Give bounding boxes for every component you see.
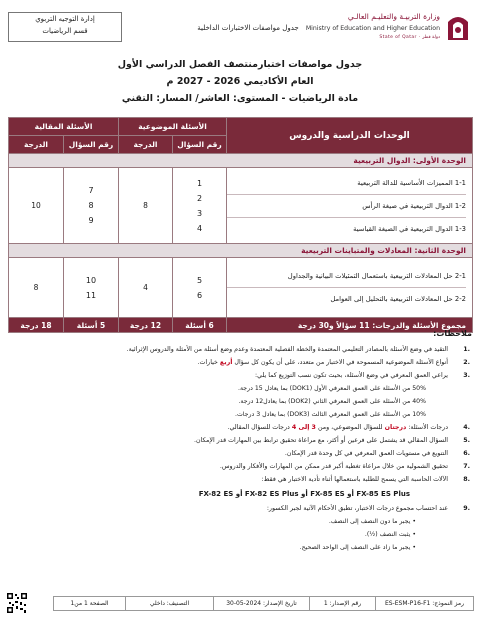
qr-code-icon <box>6 592 28 614</box>
total-label: مجموع الأسئلة والدرجات: 11 سؤالاً و30 درجة <box>227 318 473 333</box>
note-item: .3 يراعي العمق المعرفي في وضع الأسئلة، بحيث تكون نسب التوزيع كما يلي: <box>255 372 470 379</box>
section-row <box>9 244 473 258</box>
question-number: 4 <box>196 223 203 233</box>
note-item: .7 تحقيق الشمولية من خلال مراعاة تغطية أكبر قدر ممكن من المهارات والأفكار والدروس. <box>219 463 470 470</box>
title-line-3: مادة الرياضيات - المستوى: العاشر/ المسار: التقني <box>121 93 359 104</box>
essay-grade-header: الدرجة <box>9 136 64 154</box>
total-row <box>9 318 473 333</box>
table-row <box>9 258 473 318</box>
issue-date: تاريخ الإصدار: 2024-05-30 <box>214 597 310 611</box>
unit-1-objective-grade: 8 <box>119 168 173 244</box>
question-number: 10 <box>85 275 97 285</box>
note-text: يراعي العمق المعرفي في وضع الأسئلة، بحيث تكون نسب التوزيع كما يلي: <box>255 372 448 379</box>
unit-2-title: الوحدة الثانية: المعادلات والمتباينات التربيعية <box>9 244 473 258</box>
note-text: أنواع الأسئلة الموضوعية المسموحة في الاختبار من متعدد، على أن يكون كل سؤال <box>234 359 448 366</box>
notes-title: ملاحظات: <box>433 329 472 338</box>
unit-1-title: الوحدة الأولى: الدوال التربيعية <box>9 154 473 168</box>
question-number: 2 <box>196 193 203 203</box>
question-number: 1 <box>196 178 203 188</box>
section-row <box>9 154 473 168</box>
lesson-item: 1-2 الدوال التربيعية في صيغة الرأس <box>227 195 466 218</box>
note-item: .4 درجات الأسئلة: درجتان للسؤال الموضوعي، ومن 3 إلى 4 درجات للسؤال المقالي. <box>227 424 470 431</box>
highlight-text: درجتان <box>384 424 407 431</box>
question-number: 9 <box>88 216 94 225</box>
note-item: .9 عند احتساب مجموع درجات الاختبار، تطبق الأحكام الآتية لجبر الكسور: <box>266 505 470 512</box>
lesson-item: 1-1 المميزات الأساسية للدالة التربيعية <box>227 172 466 195</box>
unit-2-essay-numbers <box>64 258 119 318</box>
logo-subtitle: State of Qatar · دولة قطر <box>379 35 440 40</box>
form-code: رمز النموذج: ES-ESM-P16-F1 <box>376 597 474 611</box>
note-item: .6 التنويع في مستويات العمق المعرفي في كل وحدة قدر الإمكان. <box>284 450 470 457</box>
lesson-item: 2-1 حل المعادلات التربيعية باستعمال التمثيلات البيانية والجداول <box>227 265 466 288</box>
department-box <box>8 12 122 42</box>
unit-2-lessons <box>227 258 473 318</box>
note-text: السؤال المقالي قد يشتمل على فرعين أو أكثر، مع مراعاة تحقيق ترابط بين المهارات قدر الإمكان. <box>194 437 448 444</box>
unit-2-objective-grade: 4 <box>119 258 173 318</box>
ministry-logo <box>305 10 472 44</box>
lesson-item: 1-3 الدوال التربيعية في الصيغة القياسية <box>353 224 466 233</box>
page-header <box>8 8 472 46</box>
question-number: 5 <box>196 275 203 285</box>
header-center-title: جدول مواصفات الاختبارات الداخلية <box>197 24 299 32</box>
footer-table <box>53 596 474 611</box>
rule-text: يجبر ما دون النصف إلى النصف. <box>328 518 411 525</box>
rounding-rule: • يثبت النصف (½). <box>364 531 416 538</box>
unit-1-objective-numbers <box>173 168 227 244</box>
total-essay-count: 5 أسئلة <box>64 318 119 333</box>
note-text: التنويع في مستويات العمق المعرفي في كل وحدة قدر الإمكان. <box>284 450 448 457</box>
question-number: 11 <box>85 290 97 300</box>
dok-item: 50% من الأسئلة على العمق المعرفي الأول (DOK1) بما يعادل 15 درجة. <box>238 385 426 392</box>
dok-item: 10% من الأسئلة على العمق المعرفي الثالث (DOK3) بما يعادل 3 درجات. <box>234 411 426 418</box>
lesson-item: 2-2 حل المعادلات التربيعية بالتحليل إلى العوامل <box>330 295 466 303</box>
objective-header: الأسئلة الموضوعية <box>119 118 227 136</box>
total-essay-grade: 18 درجة <box>9 318 64 333</box>
essay-header: الأسئلة المقالية <box>9 118 119 136</box>
objective-grade-header: الدرجة <box>119 136 173 154</box>
notes-list <box>10 343 470 554</box>
calculator-models: FX-82 ES أو FX-82 ES Plus أو FX-85 ES أو FX-85 ES Plus <box>198 490 410 498</box>
unit-2-essay-grade: 8 <box>9 258 64 318</box>
document-titles <box>60 56 420 107</box>
objective-qnum-header: رقم السؤال <box>173 136 227 154</box>
note-item: .2 أنواع الأسئلة الموضوعية المسموحة في الاختبار من متعدد، على أن يكون كل سؤال أربع خيارات. <box>197 359 470 366</box>
note-text: درجات الأسئلة: <box>408 424 448 431</box>
essay-qnum-header: رقم السؤال <box>64 136 119 154</box>
question-number: 8 <box>88 201 94 210</box>
total-objective-grade: 12 درجة <box>119 318 173 333</box>
note-item: .8 الآلات الحاسبة التي يسمح للطلبة باستعمالها أثناء تأدية الاختبار هي فقط: <box>261 476 470 483</box>
note-text: التقيد في وضع الأسئلة بالمصادر التعليمي المعتمدة والخطة الفصلية المعتمدة وعدم وضع أسئلة من الأمثلة والدروس الإثرائية. <box>126 346 448 353</box>
highlight-text: أربع <box>219 359 233 366</box>
table-row <box>9 168 473 244</box>
note-item: .5 السؤال المقالي قد يشتمل على فرعين أو أكثر، مع مراعاة تحقيق ترابط بين المهارات قدر الإمكان. <box>194 437 470 444</box>
note-text: تحقيق الشمولية من خلال مراعاة تغطية أكبر قدر ممكن من المهارات والأفكار والدروس. <box>219 463 448 470</box>
highlight-text: 3 إلى 4 <box>291 424 316 431</box>
rule-text: يجبر ما زاد على النصف إلى الواحد الصحيح. <box>299 544 411 551</box>
note-text: الآلات الحاسبة التي يسمح للطلبة باستعمالها أثناء تأدية الاختبار هي فقط: <box>261 476 448 483</box>
unit-1-lessons <box>227 168 473 244</box>
specification-table <box>8 117 473 333</box>
units-header: الوحدات الدراسية والدروس <box>227 118 473 154</box>
note-item: .1 التقيد في وضع الأسئلة بالمصادر التعليمي المعتمدة والخطة الفصلية المعتمدة وعدم وضع أسئلة من الأمثلة والدروس الإثرائية. <box>126 346 470 353</box>
note-text: خيارات. <box>197 359 218 366</box>
note-text: عند احتساب مجموع درجات الاختبار، تطبق الأحكام الآتية لجبر الكسور: <box>266 505 448 512</box>
unit-1-essay-grade: 10 <box>9 168 64 244</box>
note-text: درجات للسؤال المقالي. <box>227 424 290 431</box>
logo-english-text: Ministry of Education and Higher Education <box>305 25 440 32</box>
note-text: للسؤال الموضوعي، ومن <box>317 424 383 431</box>
question-number: 7 <box>88 186 94 195</box>
classification: التصنيف: داخلي <box>126 597 214 611</box>
question-number: 6 <box>196 290 203 300</box>
logo-arabic-text: وزارة التربيـة والتعليـم العالـي <box>347 12 440 21</box>
department-name: إدارة التوجيه التربوي <box>35 15 95 23</box>
dok-item: 40% من الأسئلة على العمق المعرفي الثاني (DOK2) بما يعادل12 درجة. <box>238 398 426 405</box>
title-line-2: العام الأكاديمي 2026 - 2027 م <box>166 76 314 87</box>
page-footer <box>6 592 474 614</box>
page-number: الصفحة 1 من1 <box>54 597 126 611</box>
rule-text: يثبت النصف (½). <box>364 531 411 538</box>
unit-2-objective-numbers <box>173 258 227 318</box>
title-line-1: جدول مواصفات اختبارمنتصف الفصل الدراسي الأول <box>117 59 363 70</box>
rounding-rule: • يجبر ما زاد على النصف إلى الواحد الصحيح. <box>299 544 416 551</box>
section-name: قسم الرياضيات <box>42 27 88 35</box>
ministry-emblem-icon <box>444 12 472 42</box>
question-number: 3 <box>196 208 203 218</box>
total-objective-count: 6 أسئلة <box>173 318 227 333</box>
unit-1-essay-numbers <box>64 168 119 244</box>
issue-number: رقم الإصدار: 1 <box>310 597 376 611</box>
rounding-rule: • يجبر ما دون النصف إلى النصف. <box>328 518 416 525</box>
